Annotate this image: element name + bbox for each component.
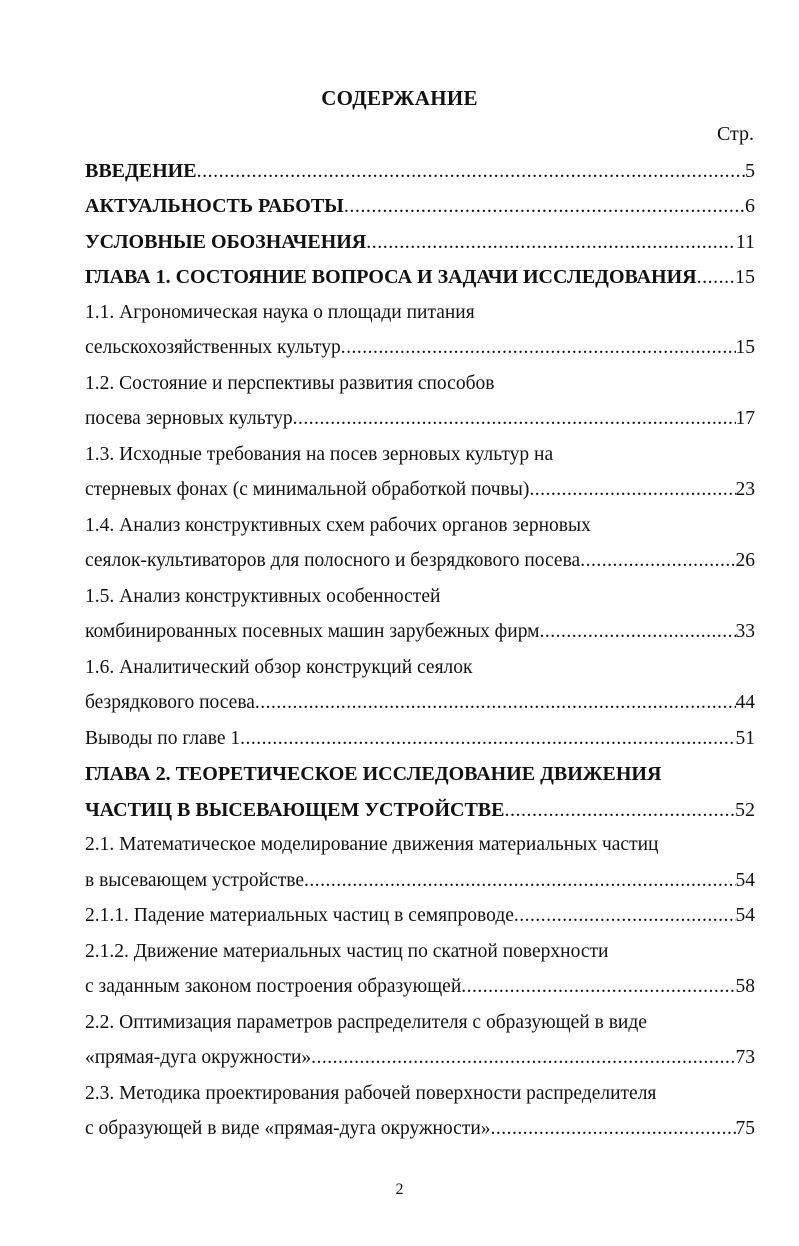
toc-entry bbox=[85, 1000, 755, 1036]
toc-leader-dots bbox=[529, 477, 735, 503]
toc-entry-title: 2.2. Оптимизация параметров распределителя с образующей в виде bbox=[85, 1011, 647, 1033]
toc-entry bbox=[85, 290, 755, 326]
toc-entry-title: безрядкового посева bbox=[85, 692, 255, 713]
page-title: СОДЕРЖАНИЕ bbox=[321, 86, 478, 110]
toc-entry-title: ЧАСТИЦ В ВЫСЕВАЮЩЕМ УСТРОЙСТВЕ bbox=[85, 798, 505, 821]
toc-entry bbox=[85, 397, 755, 433]
toc-entry bbox=[85, 929, 755, 965]
toc-entry-title: посева зерновых культур bbox=[85, 408, 293, 429]
toc-entry-title: комбинированных посевных машин зарубежных фирм bbox=[85, 621, 540, 642]
toc-entry-page: 51 bbox=[735, 727, 755, 749]
toc-entry-page: 17 bbox=[735, 408, 755, 429]
toc-entry-page: 11 bbox=[735, 230, 755, 253]
toc-entry-title: «прямая-дуга окружности» bbox=[85, 1047, 312, 1068]
toc-entry-title: 1.1. Агрономическая наука о площади питания bbox=[85, 301, 475, 323]
toc-leader-dots bbox=[491, 1116, 736, 1142]
toc-entry-title: 1.5. Анализ конструктивных особенностей bbox=[85, 585, 441, 607]
toc-entry bbox=[85, 752, 755, 788]
toc-entry-title: Выводы по главе 1 bbox=[85, 727, 241, 749]
toc-entry bbox=[85, 148, 755, 184]
toc-entry-title: ГЛАВА 2. ТЕОРЕТИЧЕСКОЕ ИССЛЕДОВАНИЕ ДВИЖЕНИЯ bbox=[85, 763, 662, 785]
toc-leader-dots bbox=[514, 903, 736, 929]
toc-entry-title: УСЛОВНЫЕ ОБОЗНАЧЕНИЯ bbox=[85, 230, 367, 253]
toc-entry-title: 1.3. Исходные требования на посев зерновых культур на bbox=[85, 443, 554, 465]
toc-entry bbox=[85, 184, 755, 220]
toc-entry-title: 2.1. Математическое моделирование движения материальных частиц bbox=[85, 834, 659, 855]
toc-entry-title: ГЛАВА 1. СОСТОЯНИЕ ВОПРОСА И ЗАДАЧИ ИССЛЕДОВАНИЯ bbox=[85, 266, 697, 288]
toc-entry bbox=[85, 432, 755, 468]
table-of-contents bbox=[85, 148, 755, 1142]
toc-leader-dots bbox=[540, 619, 736, 645]
toc-entry bbox=[85, 503, 755, 539]
toc-entry bbox=[85, 1107, 755, 1143]
toc-entry bbox=[85, 255, 755, 291]
toc-entry bbox=[85, 574, 755, 610]
toc-entry bbox=[85, 610, 755, 646]
toc-leader-dots bbox=[255, 690, 736, 716]
toc-leader-dots bbox=[504, 797, 735, 823]
toc-entry-page: 33 bbox=[735, 621, 755, 642]
toc-entry bbox=[85, 468, 755, 504]
toc-leader-dots bbox=[461, 974, 735, 1000]
toc-leader-dots bbox=[240, 726, 735, 752]
toc-entry-title: 1.6. Аналитический обзор конструкций сеялок bbox=[85, 656, 473, 678]
toc-entry-page: 5 bbox=[745, 159, 755, 182]
toc-entry bbox=[85, 681, 755, 717]
toc-entry-page: 54 bbox=[735, 905, 755, 926]
toc-entry-title: 2.1.2. Движение материальных частиц по скатной поверхности bbox=[85, 940, 609, 962]
toc-entry-title: сельскохозяйственных культур bbox=[85, 337, 341, 358]
toc-entry-title: 2.3. Методика проектирования рабочей поверхности распределителя bbox=[85, 1082, 657, 1104]
toc-leader-dots bbox=[580, 548, 735, 574]
toc-entry bbox=[85, 361, 755, 397]
toc-entry-title: стерневых фонах (с минимальной обработкой почвы) bbox=[85, 479, 530, 500]
toc-entry bbox=[85, 894, 755, 930]
toc-entry-title: с образующей в виде «прямая-дуга окружности» bbox=[85, 1118, 491, 1139]
toc-entry-page: 54 bbox=[735, 869, 755, 891]
toc-entry bbox=[85, 326, 755, 362]
toc-leader-dots bbox=[366, 229, 735, 255]
toc-entry bbox=[85, 219, 755, 255]
toc-entry bbox=[85, 1071, 755, 1107]
toc-leader-dots bbox=[304, 868, 735, 894]
toc-entry-page: 15 bbox=[735, 337, 755, 358]
toc-entry-title: ВВЕДЕНИЕ bbox=[85, 159, 197, 182]
toc-entry-title: сеялок-культиваторов для полосного и безрядкового посева bbox=[85, 550, 581, 571]
toc-entry-title: 1.2. Состояние и перспективы развития способов bbox=[85, 372, 495, 394]
toc-entry-page: 6 bbox=[745, 195, 755, 217]
toc-entry bbox=[85, 787, 755, 823]
toc-entry bbox=[85, 539, 755, 575]
toc-leader-dots bbox=[341, 335, 736, 361]
toc-entry-page: 23 bbox=[735, 479, 755, 500]
toc-entry bbox=[85, 1036, 755, 1072]
toc-entry-page: 58 bbox=[735, 976, 755, 997]
toc-entry bbox=[85, 965, 755, 1001]
toc-entry-title: АКТУАЛЬНОСТЬ РАБОТЫ bbox=[85, 195, 344, 217]
toc-entry-title: 2.1.1. Падение материальных частиц в семяпроводе bbox=[85, 905, 514, 926]
toc-entry-title: 1.4. Анализ конструктивных схем рабочих органов зерновых bbox=[85, 514, 591, 536]
page-number: 2 bbox=[395, 1181, 404, 1198]
toc-leader-dots bbox=[293, 406, 736, 432]
toc-entry-page: 44 bbox=[735, 692, 755, 713]
page-column-label: Стр. bbox=[716, 123, 754, 145]
toc-entry-page: 75 bbox=[735, 1118, 755, 1139]
toc-leader-dots bbox=[344, 193, 745, 219]
toc-entry-page: 52 bbox=[735, 798, 755, 821]
toc-entry-page: 15 bbox=[735, 266, 755, 288]
toc-entry-title: с заданным законом построения образующей bbox=[85, 976, 462, 997]
toc-entry-page: 26 bbox=[735, 550, 755, 571]
toc-entry bbox=[85, 645, 755, 681]
toc-entry-title: в высевающем устройстве bbox=[85, 869, 305, 891]
toc-entry-page: 73 bbox=[735, 1047, 755, 1068]
toc-entry bbox=[85, 716, 755, 752]
toc-leader-dots bbox=[197, 158, 745, 184]
toc-leader-dots bbox=[697, 264, 735, 290]
toc-entry bbox=[85, 858, 755, 894]
toc-leader-dots bbox=[311, 1045, 735, 1071]
toc-entry bbox=[85, 823, 755, 859]
